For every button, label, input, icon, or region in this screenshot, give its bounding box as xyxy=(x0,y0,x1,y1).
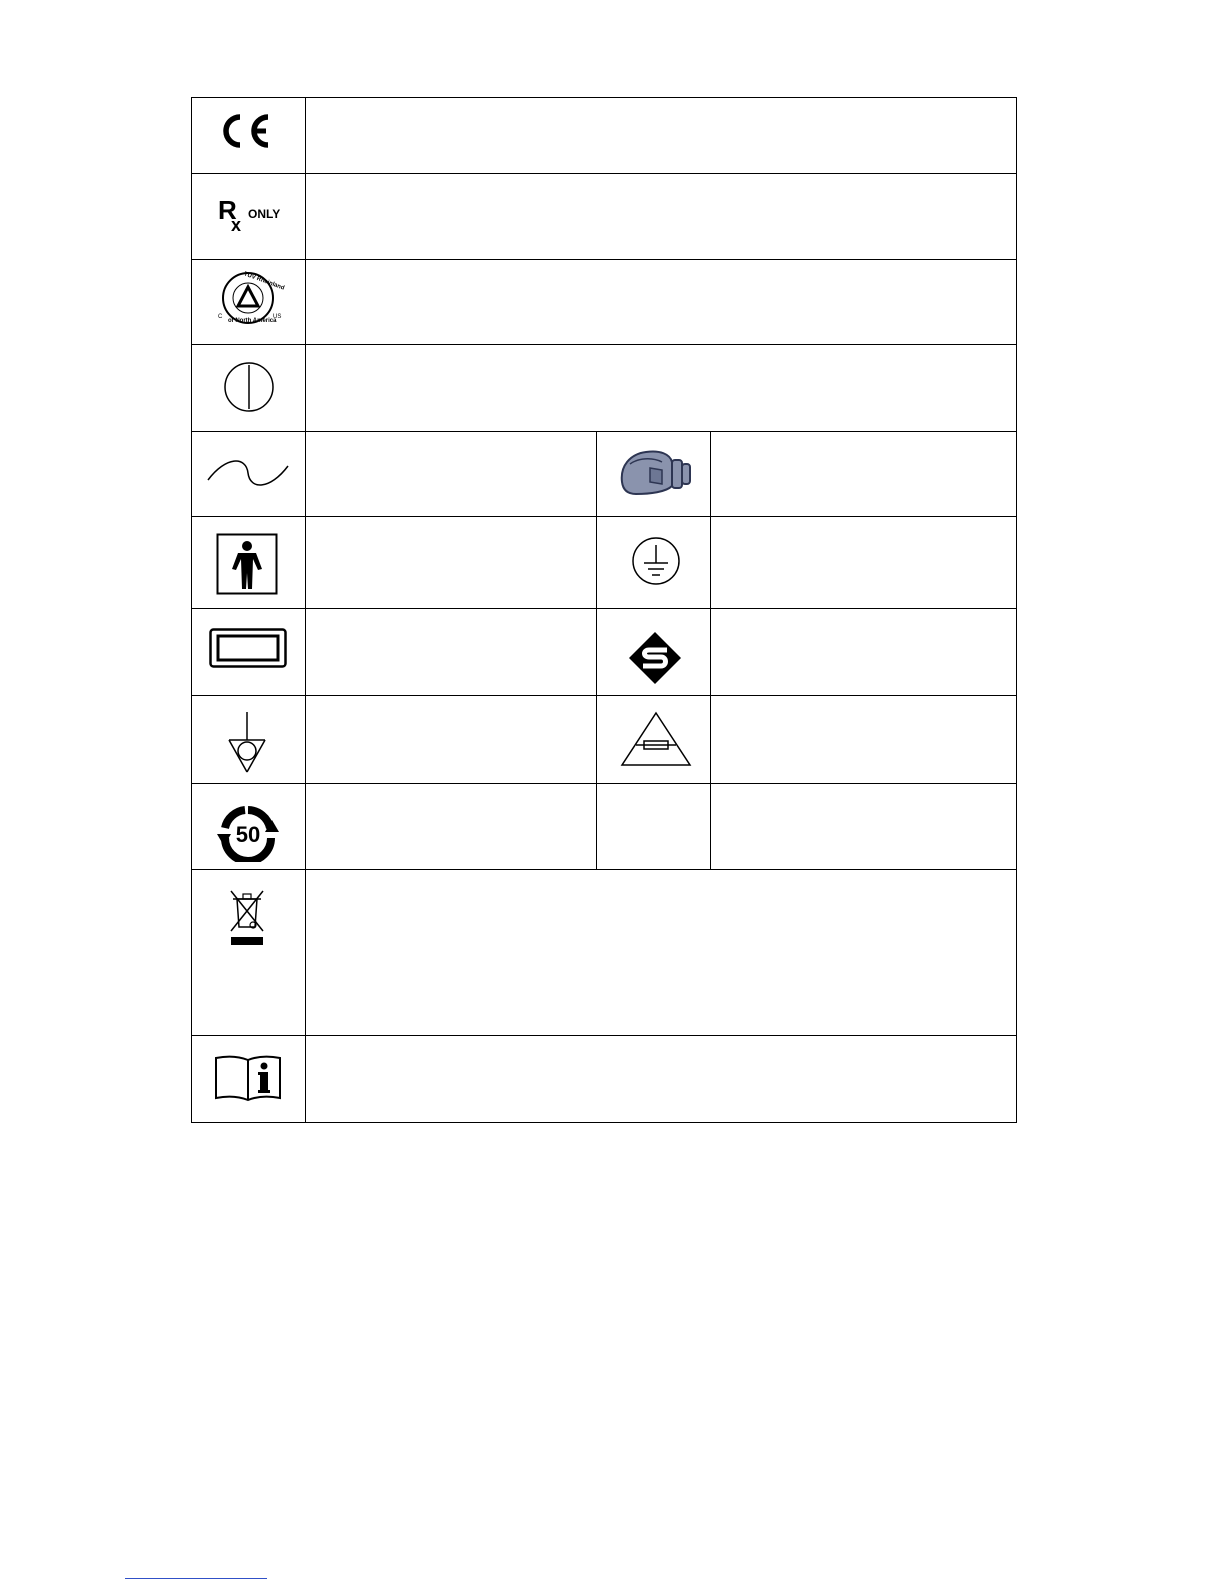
svg-text:C: C xyxy=(218,314,223,320)
class-ii-equipment-icon xyxy=(209,628,287,668)
weee-disposal-icon xyxy=(227,887,267,949)
row-divider xyxy=(192,259,1016,260)
row-divider xyxy=(192,1035,1016,1036)
footnote-separator xyxy=(125,1578,267,1579)
row-divider xyxy=(192,344,1016,345)
equipotential-icon xyxy=(226,710,268,776)
row-divider xyxy=(192,516,1016,517)
svg-text:R: R xyxy=(218,195,237,225)
middle-column-divider xyxy=(710,431,711,869)
alternating-current-icon xyxy=(206,458,290,488)
svg-text:TÜV Rheinland: TÜV Rheinland xyxy=(242,271,286,292)
tuv-rheinland-certification-icon xyxy=(212,270,288,326)
svg-text:of North America: of North America xyxy=(228,318,277,324)
power-on-icon xyxy=(222,360,276,414)
rx-only-icon xyxy=(216,195,290,235)
row-divider xyxy=(192,783,1016,784)
brand-logo-icon xyxy=(627,630,683,686)
consult-instructions-icon xyxy=(214,1054,282,1102)
protective-earth-icon xyxy=(630,535,682,587)
row-divider xyxy=(192,869,1016,870)
rx-only-label: ONLY xyxy=(248,207,281,221)
row-divider xyxy=(192,431,1016,432)
efup-50-label: 50 xyxy=(235,822,261,847)
environment-friendly-use-period-50-icon xyxy=(215,804,281,862)
ce-mark-icon xyxy=(218,111,274,151)
fuse-warning-icon xyxy=(620,711,692,767)
type-bf-applied-part-icon xyxy=(216,533,278,595)
svg-text:x: x xyxy=(231,215,242,235)
icon-column-divider xyxy=(305,98,306,1122)
middle-column-divider xyxy=(596,431,597,869)
svg-text:US: US xyxy=(273,314,282,320)
row-divider xyxy=(192,608,1016,609)
symbol-table xyxy=(191,97,1017,1123)
sensor-probe-icon xyxy=(616,448,694,498)
row-divider xyxy=(192,695,1016,696)
row-divider xyxy=(192,173,1016,174)
